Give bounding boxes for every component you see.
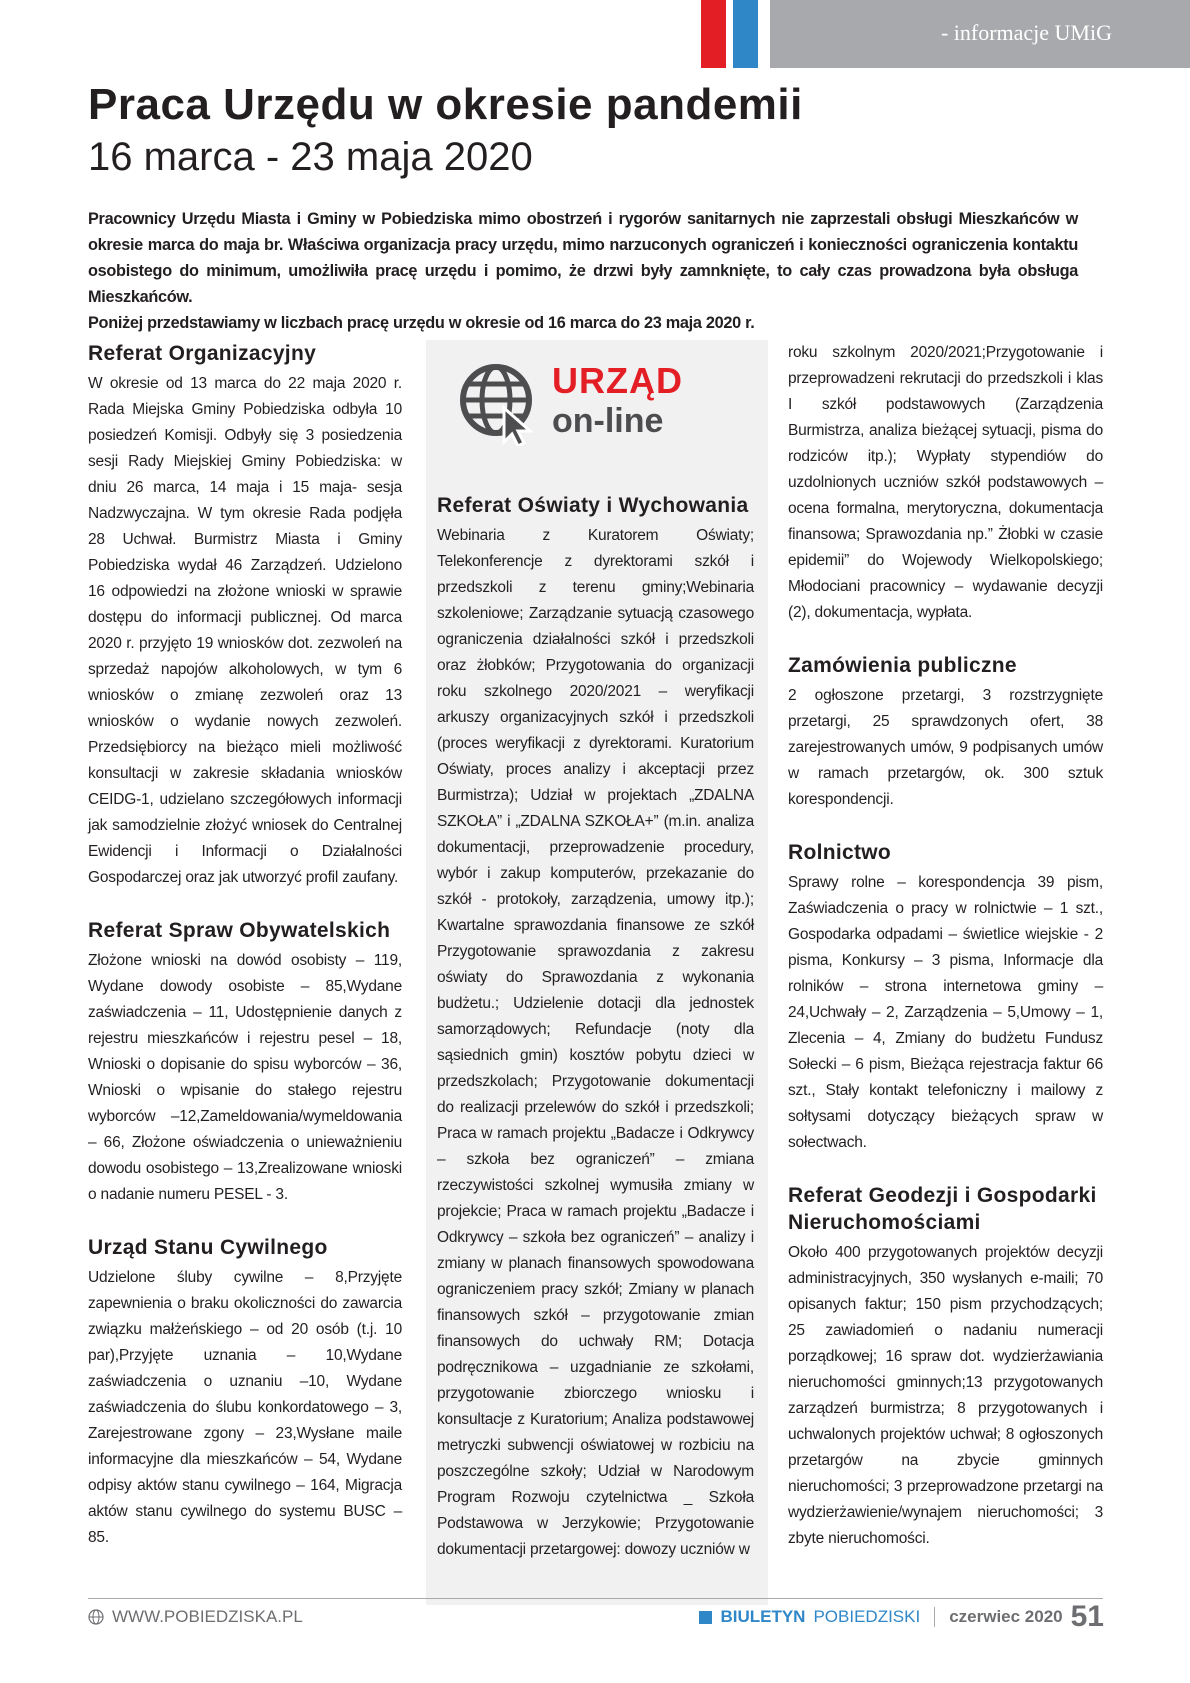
footer-divider [88, 1598, 1103, 1599]
section-text: Udzielone śluby cywilne – 8,Przyjęte zapewnienia o braku okoliczności do zawarcia związku małżeńskiego – od 20 osób (t.j. 10 par),Przyjęte uznania – 10,Wydane zaświadczenia o uznaniu –10, Wydane zaświadczenia do ślubu konkordatowego – 3, Zarejestrowane zgony – 23,Wysłane maile informacyjne dla mieszkańców – 54, Wydane odpisy aktów stanu cywilnego – 164, Migracja aktów stanu cywilnego do systemu BUSC – 85. [88, 1269, 402, 1546]
intro-paragraph: Poniżej przedstawiamy w liczbach pracę urzędu w okresie od 16 marca do 23 maja 2020 r. [88, 314, 755, 332]
urzad-online-logo [458, 358, 708, 450]
globe-cursor-icon [458, 362, 542, 446]
website-link[interactable]: WWW.POBIEDZISKA.PL [112, 1607, 303, 1626]
section-heading: Referat Organizacyjny [88, 342, 317, 365]
section-text-continued: roku szkolnym 2020/2021;Przygotowanie i przeprowadzeni rekrutacji do przedszkoli i klas I szkół podstawowych (Zarządzenia Burmistrza, analiza bieżącej sytuacji, pisma do rodziców itp.); Wypłaty stypendiów do uzdolnionych uczniów szkół podstawowych – ocena formalna, merytoryczna, dokumentacja finansowa; Sprawozdania np.” Żłobki w czasie epidemii” do Wojewody Wielkopolskiego; Młodociani pracownicy – wydawanie decyzji (2), dokumentacja, wypłata. [788, 344, 1103, 621]
column-right [788, 340, 1103, 1578]
footer-separator [934, 1607, 935, 1627]
logo-text-online: on-line [552, 402, 664, 440]
section-text: W okresie od 13 marca do 22 maja 2020 r. Rada Miejska Gminy Pobiedziska odbyła 10 posiedzeń Komisji. Odbyły się 3 posiedzenia sesji Rady Miejskiej Gminy Pobiedziska: w dniu 26 marca, 14 maja i 15 maja- sesja Nadzwyczajna. W tym okresie Rada podjęła 28 Uchwał. Burmistrz Miasta i Gminy Pobiedziska wydał 46 Zarządzeń. Udzielono 16 odpowiedzi na złożone wnioski w sprawie dostępu do informacji publicznej. Od marca 2020 r. przyjęto 19 wniosków dot. zezwoleń na sprzedaż napojów alkoholowych, w tym 6 wniosków o zmianę zezwoleń oraz 13 wniosków o wydanie nowych zezwoleń. Przedsiębiorcy na bieżąco mieli możliwość konsultacji w zakresie składania wniosków CEIDG-1, udzielano szczegółowych informacji jak samodzielnie złożyć wniosek do Centralnej Ewidencji i Informacji o Działalności Gospodarczej oraz jak utworzyć profil zaufany. [88, 375, 402, 886]
section-heading: Urząd Stanu Cywilnego [88, 1236, 328, 1259]
column-middle [437, 492, 754, 1589]
section-heading: Referat Spraw Obywatelskich [88, 919, 391, 942]
section-text: Złożone wnioski na dowód osobisty – 119, Wydane dowody osobiste – 85,Wydane zaświadczenia – 11, Udostępnienie danych z rejestru mieszkańców i rejestru pesel – 18, Wnioski o dopisanie do spisu wyborców – 36, Wnioski o wpisanie do stałego rejestru wyborców –12,Zameldowania/wymeldowania – 66, Złożone oświadczenia o unieważnieniu dowodu osobistego – 13,Zrealizowane wnioski o nadanie numeru PESEL - 3. [88, 952, 402, 1203]
globe-icon [88, 1609, 104, 1625]
section-text: Około 400 przygotowanych projektów decyzji administracyjnych, 350 wysłanych e-maili; 70 opisanych faktur; 150 pism przychodzących; 25 zawiadomień o nadaniu numeracji porządkowej; 16 spraw dot. wydzierżawiania nieruchomości gminnych;13 przygotowanych zarządzeń burmistrza; 8 przygotowanych i uchwalonych projektów uchwał; 8 ogłoszonych przetargów na zbycie gminnych nieruchomości; 3 przeprowadzone przetargi na wydzierżawienie/wynajem nieruchomości; 3 zbyte nieruchomości. [788, 1244, 1103, 1547]
section-heading: Rolnictwo [788, 841, 892, 864]
article-title: Praca Urzędu w okresie pandemii [88, 80, 803, 129]
footer-website[interactable] [88, 1607, 303, 1627]
logo-text-urzad: URZĄD [552, 360, 683, 401]
square-icon [699, 1611, 712, 1624]
header-red-bar [701, 0, 726, 68]
page-number: 51 [1070, 1600, 1104, 1633]
section-text: Sprawy rolne – korespondencja 39 pism, Zaświadczenia o pracy w rolnictwie – 1 szt., Gospodarka odpadami – świetlice wiejskie - 2 pisma, Konkursy – 3 pisma, Informacje dla rolników – strona internetowa gminy – 24,Uchwały – 2, Zarządzenia – 5,Umowy – 1, Zlecenia – 4, Zmiany do budżetu Fundusz Sołecki – 6 pism, Bieżąca rejestracja faktur 66 szt., Stały kontakt telefoniczny i mailowy z sołtysami dotyczący bieżących spraw w sołectwach. [788, 874, 1103, 1151]
article-subtitle: 16 marca - 23 maja 2020 [88, 135, 533, 179]
publication-name-bold: BIULETYN [720, 1607, 806, 1626]
section-heading: Referat Oświaty i Wychowania [437, 494, 749, 517]
section-tag: - informacje UMiG [940, 20, 1112, 45]
intro-paragraph: Pracownicy Urzędu Miasta i Gminy w Pobiedziska mimo obostrzeń i rygorów sanitarnych nie zaprzestali obsługi Mieszkańców w okresie marca do maja br. Właściwa organizacja pracy urzędu, mimo narzuconych ograniczeń i konieczności ograniczenia kontaktu osobistego do minimum, umożliwiła pracę urzędu i pomimo, że drzwi były zamnknięte, to cały czas prowadzona była obsługa Mieszkańców. [88, 210, 1078, 306]
section-text: 2 ogłoszone przetargi, 3 rozstrzygnięte przetargi, 25 sprawdzonych ofert, 38 zarejestrowanych umów, 9 podpisanych umów w ramach przetargów, ok. 300 sztuk korespondencji. [788, 687, 1103, 808]
issue-date: czerwiec 2020 [949, 1607, 1063, 1626]
footer-publication [699, 1600, 1104, 1634]
section-heading: Zamówienia publiczne [788, 654, 1017, 677]
header-blue-bar [733, 0, 758, 68]
section-heading: Referat Geodezji i Gospodarki Nieruchomościami [788, 1184, 1097, 1234]
publication-name-light: POBIEDZISKI [813, 1607, 921, 1626]
column-left [88, 340, 402, 1577]
article-intro [88, 206, 1078, 336]
section-text: Webinaria z Kuratorem Oświaty; Telekonferencje z dyrektorami szkół i przedszkoli z terenu gminy;Webinaria szkoleniowe; Zarządzanie sytuacją czasowego ograniczenia działalności szkół i przedszkoli oraz żłobków; Przygotowania do organizacji roku szkolnego 2020/2021 – weryfikacji arkuszy organizacyjnych szkół i przedszkoli (proces weryfikacji z dyrektorami. Kuratorium Oświaty, proces analizy i akceptacji przez Burmistrza); Udział w projektach „ZDALNA SZKOŁA” i „ZDALNA SZKOŁA+” (m.in. analiza dokumentacji, przeprowadzenie procedury, wybór i zakup komputerów, przekazanie do szkół - protokoły, zarządzenia, umowy itp.); Kwartalne sprawozdania finansowe ze szkół Przygotowanie sprawozdania z zakresu oświaty do Sprawozdania z wykonania budżetu.; Udzielenie dotacji dla jednostek samorządowych; Refundacje (noty dla sąsiednich gmin) kosztów pobytu dzieci w przedszkolach; Przygotowanie dokumentacji do realizacji przelewów do szkół i przedszkoli; Praca w ramach projektu „Badacze i Odkrywcy – szkoła bez ograniczeń” – zmiana rzeczywistości szkolnej wymusiła zmiany w projekcie; Praca w ramach projektu „Badacze i Odkrywcy – szkoła bez ograniczeń” – analizy i zmiany w planach finansowych spowodowana ograniczeniem pracy szkół; Zmiany w planach finansowych szkół – przygotowanie zmian finansowych do uchwały RM; Dotacja podręcznikowa – uzgadnianie ze szkołami, przygotowanie zbiorczego wniosku i konsultacje z Kuratorium; Analiza podstawowej metryczki subwencji oświatowej w rozbiciu na poszczególne szkoły; Udział w Narodowym Program Rozwoju czytelnictwa _ Szkoła Podstawowa w Jerzykowie; Przygotowanie dokumentacji przetargowej: dowozy uczniów w [437, 527, 754, 1558]
